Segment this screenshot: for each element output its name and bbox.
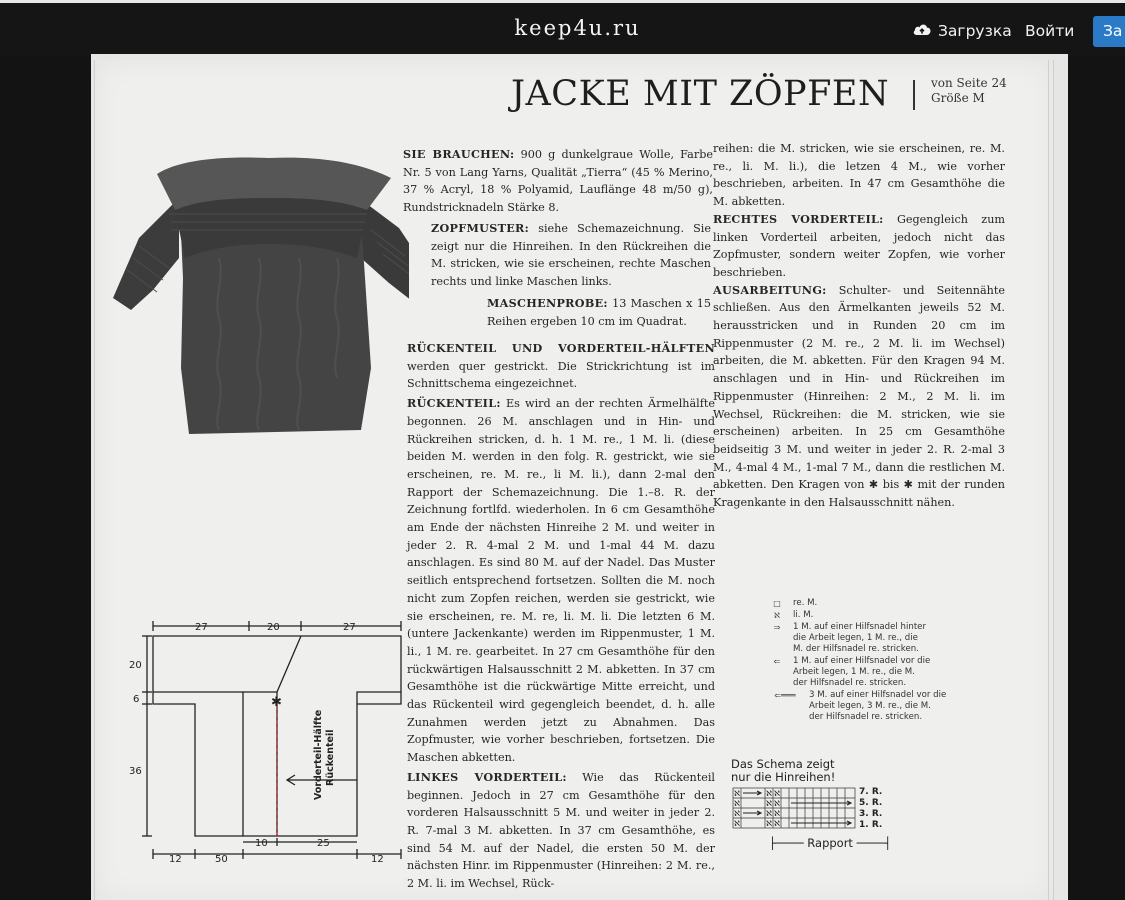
construction-heading: RÜCKENTEIL UND VORDERTEIL-HÄLFTEN (407, 341, 715, 355)
legend-text: li. M. (793, 610, 814, 620)
dim-top-20: 20 (267, 622, 280, 633)
knit-symbol-icon: □ (773, 599, 781, 608)
dim-bottom-12b: 12 (371, 854, 384, 865)
left-front-paragraph (407, 769, 715, 893)
legend-item (765, 690, 946, 723)
finishing-heading: AUSARBEITUNG: (713, 282, 827, 297)
back-text: Es wird an der rechten Ärmelhälfte begonnen. 26 M. anschlagen und in Hin- und Rückreihen stricken, d. h. 1 M. re., 1 M. li. (diese beiden M. werden in den folg. R. gestrickt, wie sie erscheinen, re. M. re., li M. li.), dann 2-mal den Rapport der Schemazeichnung. Die 1.–8. R. der Zeichnung fortlfd. wiederholen. In 6 cm Gesamthöhe am Ende der nächsten Hinreihe 2 M. und weiter in jeder 2. R. 4-mal 2 M. und 1-mal 44 M. dazu anschlagen. Es sind 80 M. auf der Nadel. Das Muster seitlich entsprechend fortsetzen. Sollten die M. noch nicht zum Zopfen reichen, werden sie gestrickt, wie sie erscheinen, re. M. re, li. M. li. Die letzten 6 M. (untere Jackenkante) werden im Rippenmuster, 1 M. li., 1 M. re. gearbeitet. In 27 cm Gesamthöhe für den rückwärtigen Halsausschnitt 2 M. abketten. In 37 cm Gesamthöhe ist die rückwärtige Mitte erreicht, und das Rückenteil wird gegengleich beendet, d. h. alle Zunahmen werden jetzt zu Abnahmen. Das Zopfmuster, wie vorher beschrieben, fortsetzen. Die Maschen abketten. (407, 397, 715, 765)
upload-label: Загрузка (938, 22, 1012, 40)
scanned-magazine-page (94, 60, 1054, 900)
right-front-text: Gegengleich zum linken Vorderteil arbeiten, jedoch nicht das Zopfmuster, sondern weiter Zopfen, wie vorher beschrieben. (713, 212, 1006, 279)
dim-left-6: 6 (133, 694, 140, 705)
back-heading: RÜCKENTEIL: (407, 396, 501, 411)
gauge-heading: MASCHENPROBE: (487, 295, 608, 310)
svg-text:ℵ: ℵ (734, 789, 740, 798)
title-separator (913, 80, 915, 110)
cable-left-symbol-icon: ⇐ (773, 657, 781, 666)
chart-row-label: 5. R. (859, 798, 883, 808)
register-button[interactable]: За (1093, 16, 1125, 47)
instructions-column-2 (713, 140, 1005, 512)
size-line: Größe M (931, 91, 985, 105)
svg-text:ℵ: ℵ (766, 799, 772, 808)
legend-text: der Hilfsnadel re. stricken. (809, 712, 923, 722)
left-front-heading: LINKES VORDERTEIL: (407, 769, 567, 784)
legend-item (765, 610, 946, 621)
continuation-paragraph: reihen: die M. stricken, wie sie erscheinen, re. M. re., li. M. li.), die letzen 4 M., wie vorher beschrieben, arbeiten. In 47 cm Gesamthöhe die M. abketten. (713, 142, 1005, 209)
cloud-upload-icon (912, 22, 932, 40)
chart-row-label: 1. R. (859, 820, 883, 830)
right-front-heading: RECHTES VORDERTEIL: (713, 211, 884, 226)
stitch-legend (765, 598, 946, 724)
sweater-photo (109, 118, 409, 448)
svg-text:ℵ: ℵ (766, 809, 772, 818)
gauge-paragraph (431, 295, 711, 330)
chart-row-label: 7. R. (859, 787, 883, 797)
site-logo[interactable]: keep4u.ru (514, 16, 641, 40)
construction-text: werden quer gestrickt. Die Strickrichtung ist im Schnittschema eingezeichnet. (407, 359, 715, 391)
legend-item (765, 598, 946, 609)
svg-text:ℵ: ℵ (734, 819, 740, 828)
dim-bottom-50: 50 (215, 854, 228, 865)
article-title: JACKE MIT ZÖPFEN (511, 74, 890, 114)
dim-top-27b: 27 (343, 622, 356, 633)
legend-text: 3 M. auf einer Hilfsnadel vor die (809, 690, 947, 700)
svg-text:ℵ: ℵ (774, 799, 780, 808)
finishing-paragraph (713, 282, 1005, 512)
page-fold-line (1048, 60, 1049, 900)
cable-pattern-paragraph (431, 220, 711, 291)
cable-3-left-symbol-icon: ⇐═══ (774, 691, 796, 700)
legend-text: 1 M. auf einer Hilfsnadel hinter (793, 622, 927, 632)
legend-text: die Arbeit legen, 1 M. re., die (793, 633, 918, 643)
construction-paragraph (407, 340, 715, 393)
rapport-label (769, 836, 891, 850)
top-navbar (0, 0, 1125, 56)
instructions-column-1c (407, 340, 715, 893)
legend-text: 1 M. auf einer Hilfsnadel vor die (793, 656, 931, 666)
schematic-label-back: Rückenteil (325, 729, 336, 786)
dim-bottom-10: 10 (255, 838, 268, 849)
upload-link[interactable] (912, 22, 1012, 40)
left-front-text: Wie das Rückenteil beginnen. Jedoch in 27 cm Gesamthöhe für den vorderen Halsausschnitt 5 M. und weiter in jeder 2. R. 7-mal 3 M. abketten. In 37 cm Gesamthöhe, es sind 54 M. auf der Nadel, die ersten 50 M. der nächsten Hinr. im Rippenmuster (Hinreihen: 2 M. re., 2 M. li. im Wechsel, Rück- (407, 770, 716, 891)
image-viewer (91, 54, 1068, 900)
svg-text:ℵ: ℵ (774, 819, 780, 828)
purl-symbol-icon: ℵ (774, 611, 780, 620)
instructions-column-1b (431, 220, 711, 330)
svg-text:ℵ: ℵ (766, 789, 772, 798)
legend-text: M. der Hilfsnadel re. stricken. (793, 644, 919, 654)
legend-text: re. M. (793, 598, 818, 608)
svg-text:ℵ: ℵ (734, 809, 740, 818)
materials-heading: SIE BRAUCHEN: (403, 147, 515, 161)
finishing-text: Schulter- und Seitennähte schließen. Aus den Ärmelkanten jeweils 52 M. herausstricken und in Runden 20 cm im Rippenmuster (2 M. re., 2 M. li. im Wechsel) arbeiten, die M. abketten. Für den Kragen 94 M. anschlagen und in Hin- und Rückreihen im Rippenmuster (Hinreihen: 2 M., 2 M. li. im Wechsel, Rückreihen: die M. stricken, wie sie erscheinen) arbeiten. In 25 cm Gesamthöhe beidseitig 3 M. und weiter in jeder 2. R. 2-mal 3 M., 4-mal 4 M., 1-mal 7 M., dann die restlichen M. abketten. Den Kragen von ✱ bis ✱ mit der runden Kragenkante in den Halsausschnitt nähen. (713, 283, 1005, 510)
cable-right-symbol-icon: ⇒ (773, 623, 781, 632)
legend-item (765, 656, 946, 689)
legend-text: Arbeit legen, 3 M. re., die M. (809, 701, 931, 711)
legend-item (765, 622, 946, 655)
legend-text: der Hilfsnadel re. stricken. (793, 678, 907, 688)
rapport-text: Rapport (807, 836, 853, 850)
materials-paragraph (403, 146, 713, 217)
svg-text:ℵ: ℵ (774, 809, 780, 818)
login-link[interactable]: Войти (1025, 22, 1075, 40)
dim-bottom-12a: 12 (169, 854, 182, 865)
dim-top-27a: 27 (195, 622, 208, 633)
svg-text:ℵ: ℵ (734, 799, 740, 808)
svg-text:ℵ: ℵ (774, 789, 780, 798)
page-reference (931, 76, 1007, 106)
schematic-label-front: Vorderteil-Hälfte (313, 709, 324, 800)
knitting-chart (731, 786, 861, 834)
schema-note-line: nur die Hinreihen! (731, 770, 836, 784)
cable-pattern-heading: ZOPFMUSTER: (431, 221, 530, 235)
rapport-line-right: ────┤ (856, 836, 892, 850)
dim-left-36: 36 (129, 766, 142, 777)
instructions-column-1a (403, 146, 713, 217)
back-paragraph (407, 395, 715, 767)
pattern-schematic (125, 610, 425, 880)
chart-row-label: 3. R. (859, 809, 883, 819)
materials-text: 900 g dunkelgraue Wolle, Farbe Nr. 5 von Lang Yarns, Qualität „Tierra“ (45 % Merino, 37 % Acryl, 18 % Polyamid, Lauflänge 48 m/50 g), Rundstricknadeln Stärke 8. (403, 148, 713, 215)
right-front-paragraph (713, 211, 1005, 282)
svg-text:ℵ: ℵ (766, 819, 772, 828)
chart-row-labels (859, 787, 882, 831)
page-ref-line: von Seite 24 (931, 76, 1007, 90)
dim-left-20: 20 (129, 660, 142, 671)
schema-note (731, 758, 835, 784)
cable-pattern-text: siehe Schemazeichnung. Sie zeigt nur die Hinreihen. In den Rückreihen die M. stricken, wie sie erscheinen, rechte Maschen rechts und linke Maschen links. (431, 222, 711, 289)
dim-bottom-25: 25 (317, 838, 330, 849)
schema-note-line: Das Schema zeigt (731, 757, 835, 771)
gauge-text: 13 Maschen x 15 Reihen ergeben 10 cm im Quadrat. (487, 296, 711, 328)
legend-text: Arbeit legen, 1 M. re., die M. (793, 667, 915, 677)
star-marker: ✱ (271, 695, 282, 710)
rapport-line-left: ├──── (769, 836, 804, 850)
